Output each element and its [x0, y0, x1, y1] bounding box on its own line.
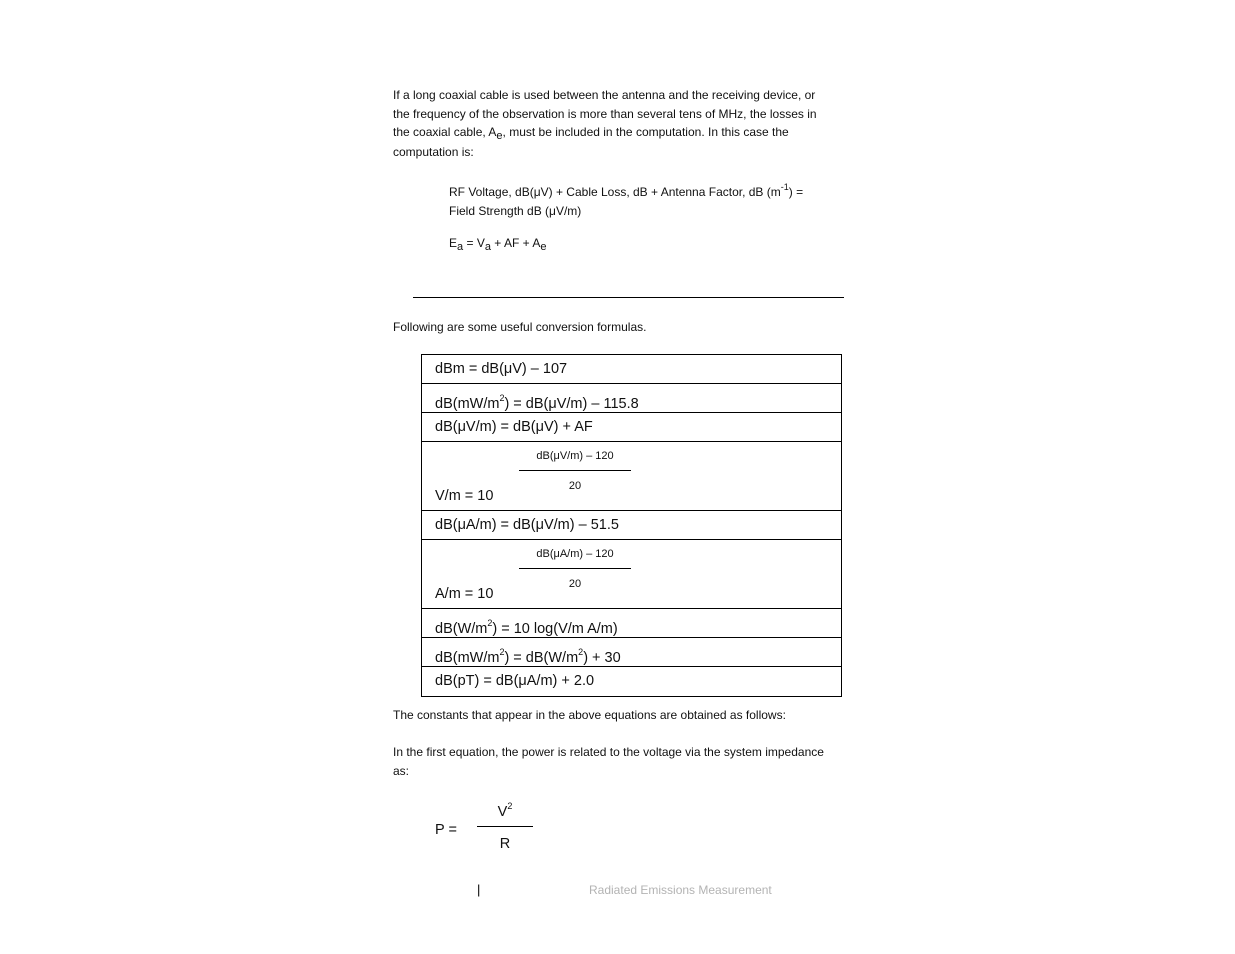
exponent-denominator: 20	[568, 578, 582, 590]
power-formula-denominator: R	[499, 836, 511, 852]
exponent-denominator: 20	[568, 480, 582, 492]
table-row: dB(pT) = dB(μA/m) + 2.0	[435, 673, 595, 689]
field-strength-equation: Ea = Va + AF + Ae	[449, 236, 547, 253]
footer-title: Radiated Emissions Measurement	[589, 883, 772, 897]
power-fraction-bar	[477, 826, 533, 827]
table-row	[422, 540, 841, 609]
table-row: dBm = dB(μV) – 107	[422, 355, 841, 384]
table-row: $dB(mW/m^2) = dB(\mu V/m) - 115.8$	[422, 384, 841, 413]
conversion-intro: Following are some useful conversion formulas.	[393, 320, 647, 334]
footer-bar: |	[477, 882, 481, 897]
rf-voltage-formula: RF Voltage, dB(μV) + Cable Loss, dB + Antenna Factor, dB $(m^{-1})$ = Field Strength dB (μV/m)	[449, 182, 804, 218]
constants-text: The constants that appear in the above equations are obtained as follows:	[393, 708, 786, 722]
fraction-bar	[519, 568, 631, 569]
power-formula-lhs: P =	[435, 822, 457, 838]
intro-line-3: the coaxial cable, Ae, must be included in the computation. In this case the	[393, 125, 789, 142]
conversion-table	[421, 354, 842, 697]
fraction-bar	[519, 470, 631, 471]
section-divider	[413, 297, 844, 298]
formula-base: A/m = 10	[435, 586, 494, 602]
intro-line-4: computation is:	[393, 144, 474, 159]
power-formula-numerator: $V^2$	[497, 801, 513, 820]
first-equation-text: In the first equation, the power is related to the voltage via the system impedance as:	[393, 745, 824, 778]
exponent-numerator: dB(μA/m) – 120	[536, 548, 614, 560]
intro-line-2: the frequency of the observation is more than several tens of MHz, the losses in	[393, 106, 817, 121]
table-row: $dB(mW/m^2) = dB(W/m^2) + 30$	[422, 638, 841, 667]
exponent-numerator: dB(μV/m) – 120	[536, 450, 614, 462]
intro-paragraph	[393, 86, 848, 161]
table-row: dB(μV/m) = dB(μV) + AF	[422, 413, 841, 442]
table-row	[422, 442, 841, 511]
table-row: $dB(W/m^2) = 10$ log(V/m A/m)	[422, 609, 841, 638]
intro-line-1: If a long coaxial cable is used between the antenna and the receiving device, or	[393, 88, 816, 102]
formula-base: V/m = 10	[435, 488, 494, 504]
table-row: dB(μA/m) = dB(μV/m) – 51.5	[422, 511, 841, 540]
